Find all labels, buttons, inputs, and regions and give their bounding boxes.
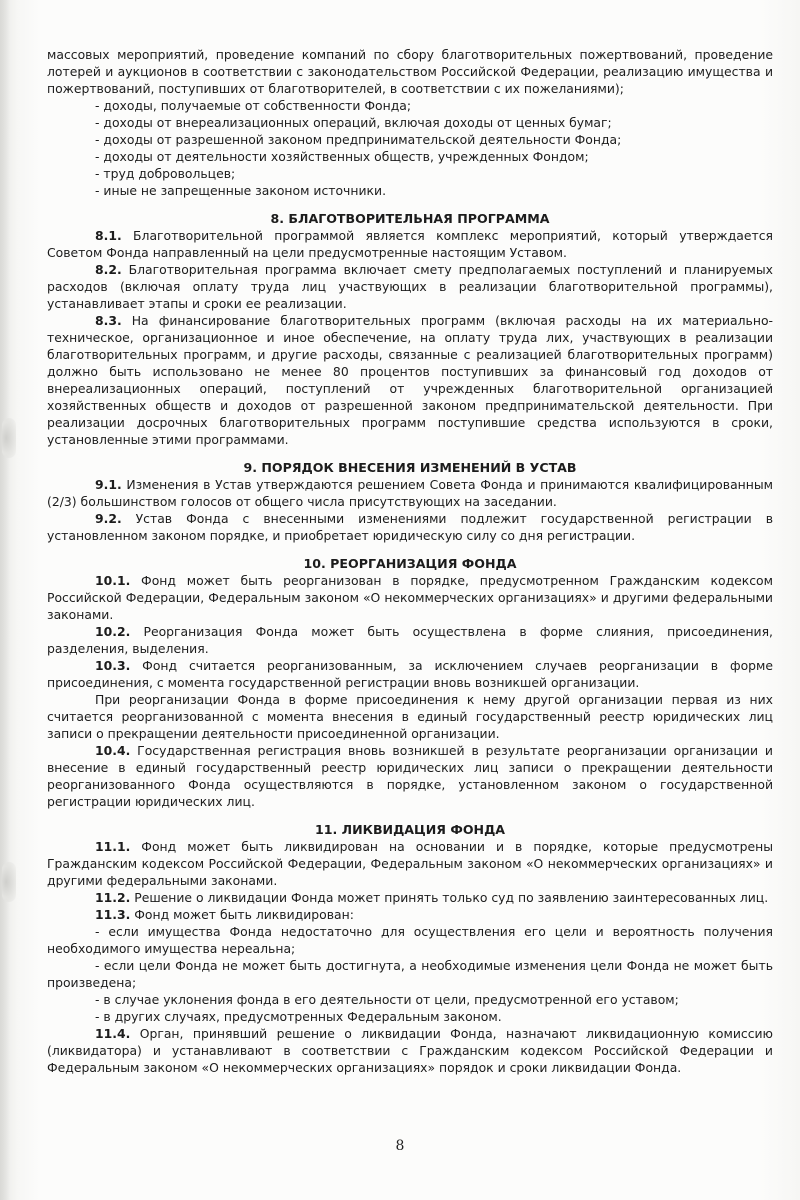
clause-9-1: [47, 476, 773, 510]
document-body: [47, 46, 773, 1076]
list-item: - иные не запрещенные законом источники.: [95, 183, 387, 198]
clause-text: Решение о ликвидации Фонда может принять только суд по заявлению заинтересованных лиц.: [130, 890, 769, 905]
clause-text: Благотворительной программой является комплекс мероприятий, который утверждается Советом Фонда направленный на цели предусмотренные настоящим Уставом.: [47, 228, 773, 260]
list-item: - доходы от разрешенной законом предпринимательской деятельности Фонда;: [95, 132, 622, 147]
punch-hole-mark: [2, 418, 16, 458]
punch-hole-mark: [2, 862, 16, 902]
clause-8-2: [47, 261, 773, 312]
section-heading: 10. РЕОРГАНИЗАЦИЯ ФОНДА: [303, 556, 517, 571]
list-item: - доходы от деятельности хозяйственных обществ, учрежденных Фондом;: [95, 149, 589, 164]
clause-text: Орган, принявший решение о ликвидации Фонда, назначают ликвидационную комиссию (ликвидатора) и устанавливают в соответствии с Гражданским кодексом Российской Федерации и Федеральным законом «О некоммерческих организациях» порядок и сроки ликвидации Фонда.: [47, 1026, 773, 1075]
page-edge-shadow: [0, 0, 10, 1200]
section-10: [47, 555, 773, 810]
clause-text: На финансирование благотворительных программ (включая расходы на их материально-техническое, организационное и иное обеспечение, на оплату труда лих, участвующих в реализации благотворительных программ, и другие расходы, связанные с реализацией благотворительных программ) должно быть использовано не менее 80 процентов поступивших за финансовый год доходов от внереализационных операций, поступлений от учрежденных благотворительной организацией хозяйственных обществ и доходов от разрешенной законом предпринимательской деятельности. При реализации досрочных благотворительных программ поступившие средства используются в сроки, установленные этими программами.: [47, 313, 773, 447]
clause-number: 10.4.: [95, 743, 131, 758]
clause-text: Фонд может быть ликвидирован:: [130, 907, 354, 922]
clause-text: Фонд считается реорганизованным, за исключением случаев реорганизации в форме присоединения, с момента государственной регистрации вновь возникшей организации.: [47, 658, 773, 690]
list-item: - если имущества Фонда недостаточно для осуществления его цели и вероятность получения необходимого имущества нереальна;: [47, 924, 773, 956]
list-item: - доходы, получаемые от собственности Фонда;: [95, 98, 412, 113]
clause-number: 11.2.: [95, 890, 131, 905]
section-heading: 9. ПОРЯДОК ВНЕСЕНИЯ ИЗМЕНЕНИЙ В УСТАВ: [243, 460, 577, 475]
clause-10-3-continuation: При реорганизации Фонда в форме присоединения к нему другой организации первая из них считается реорганизованной с момента внесения в единый государственный реестр юридических лиц записи о прекращении деятельности присоединенной организации.: [47, 692, 773, 741]
clause-number: 8.2.: [95, 262, 122, 277]
clause-11-4: [47, 1025, 773, 1076]
list-item: - доходы от внереализационных операций, включая доходы от ценных бумаг;: [95, 115, 612, 130]
clause-11-1: [47, 838, 773, 889]
clause-11-2: [47, 889, 773, 906]
clause-text: Фонд может быть ликвидирован на основании и в порядке, которые предусмотрены Гражданским кодексом Российской Федерации, Федеральным законом «О некоммерческих организациях» и другими федеральными законами.: [47, 839, 773, 888]
section-8: [47, 210, 773, 448]
clause-number: 9.1.: [95, 477, 122, 492]
section-heading: 8. БЛАГОТВОРИТЕЛЬНАЯ ПРОГРАММА: [270, 211, 550, 226]
clause-10-3: [47, 657, 773, 691]
clause-9-2: [47, 510, 773, 544]
clause-number: 8.1.: [95, 228, 122, 243]
clause-text: Благотворительная программа включает смету предполагаемых поступлений и планируемых расходов (включая оплату труда лиц участвующих в реализации благотворительной программы), устанавливает этапы и сроки ее реализации.: [47, 262, 773, 311]
clause-10-1: [47, 572, 773, 623]
page-number: 8: [395, 1138, 405, 1154]
clause-number: 10.2.: [95, 624, 131, 639]
clause-number: 11.4.: [95, 1026, 131, 1041]
clause-10-4: [47, 742, 773, 810]
clause-number: 9.2.: [95, 511, 122, 526]
clause-number: 11.1.: [95, 839, 131, 854]
list-item: - труд добровольцев;: [95, 166, 236, 181]
clause-text: Устав Фонда с внесенными изменениями подлежит государственной регистрации в установленном законом порядке, и приобретает юридическую силу со дня регистрации.: [47, 511, 773, 543]
list-item: - если цели Фонда не может быть достигнута, а необходимые изменения цели Фонда не может быть произведена;: [47, 958, 773, 990]
clause-number: 11.3.: [95, 907, 131, 922]
clause-text: Государственная регистрация вновь возникшей в результате реорганизации организации и внесение в единый государственный реестр юридических лиц записи о прекращении деятельности реорганизованного Фонда осуществляются в порядке, установленном законом о государственной регистрации юридических лиц.: [47, 743, 773, 809]
clause-text: Фонд может быть реорганизован в порядке, предусмотренном Гражданским кодексом Российской Федерации, Федеральным законом «О некоммерческих организациях» и другими федеральными законами.: [47, 573, 773, 622]
section-heading: 11. ЛИКВИДАЦИЯ ФОНДА: [314, 822, 506, 837]
clause-number: 10.1.: [95, 573, 131, 588]
clause-11-3: [47, 906, 773, 923]
clause-number: 10.3.: [95, 658, 131, 673]
clause-text: Изменения в Устав утверждаются решением Совета Фонда и принимаются квалифицированным (2/3) большинством голосов от общего числа присутствующих на заседании.: [47, 477, 773, 509]
clause-10-2: [47, 623, 773, 657]
section-11: [47, 821, 773, 1076]
intro-paragraph: массовых мероприятий, проведение компаний по сбору благотворительных пожертвований, проведение лотерей и аукционов в соответствии с законодательством Российской Федерации, реализацию имущества и пожертвований, поступивших от благотворителей, в соответствии с их пожеланиями);: [47, 47, 773, 96]
intro-block: [47, 46, 773, 199]
clause-8-1: [47, 227, 773, 261]
clause-text: Реорганизация Фонда может быть осуществлена в форме слияния, присоединения, разделения, выделения.: [47, 624, 773, 656]
clause-number: 8.3.: [95, 313, 122, 328]
list-item: - в случае уклонения фонда в его деятельности от цели, предусмотренной его уставом;: [95, 992, 679, 1007]
clause-8-3: [47, 312, 773, 448]
list-item: - в других случаях, предусмотренных Федеральным законом.: [95, 1009, 502, 1024]
section-9: [47, 459, 773, 544]
